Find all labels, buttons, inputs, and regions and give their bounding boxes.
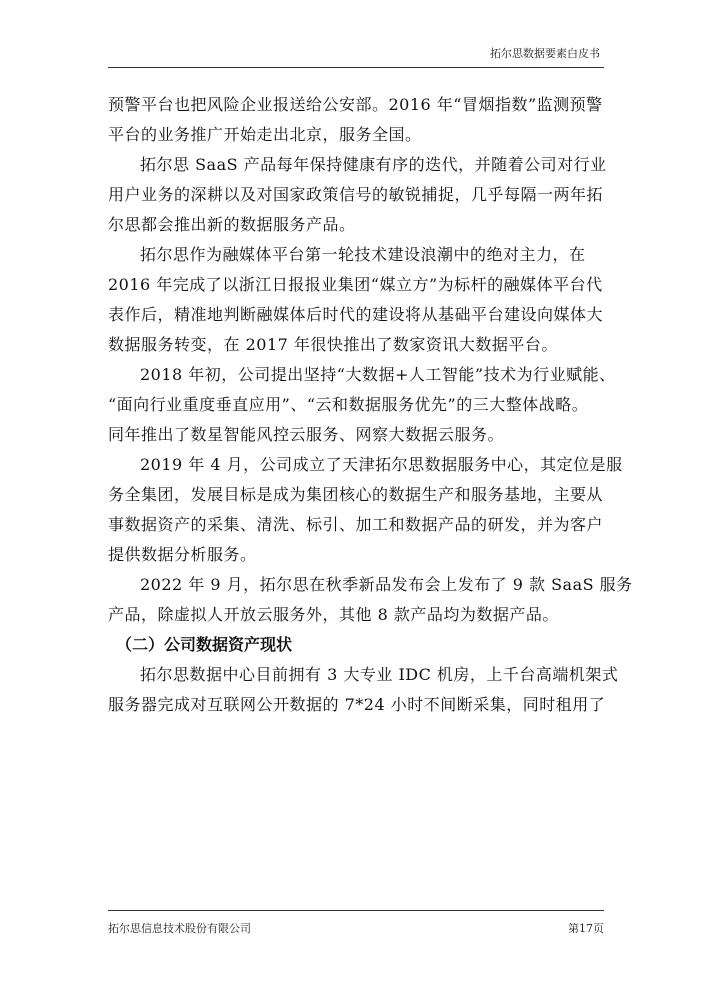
text-line: 拓尔思数据中心目前拥有 3 大专业 IDC 机房，上千台高端机架式 [140,665,619,684]
footer-company-name: 拓尔思信息技术股份有限公司 [108,922,251,935]
paragraph-6 [108,570,633,630]
text-line: 尔思都会推出新的数据服务产品。 [108,215,356,234]
paragraph-5 [108,450,623,570]
text-line: 2022 年 9 月，拓尔思在秋季新品发布会上发布了 9 款 SaaS 服务 [140,575,633,594]
text-line: 事数据资产的采集、清洗、标引、加工和数据产品的研发，并为客户 [108,515,604,534]
paragraph-7 [108,660,619,720]
header-divider [108,67,604,68]
text-line: 提供数据分析服务。 [108,545,257,564]
text-line: 平台的业务推广开始走出北京，服务全国。 [108,125,422,144]
document-body [108,90,633,720]
text-line: 2019 年 4 月，公司成立了天津拓尔思数据服务中心，其定位是服 [140,455,623,474]
text-line: 同年推出了数星智能风控云服务、网察大数据云服务。 [108,425,505,444]
page-number: 第17页 [568,922,604,935]
text-line: “面向行业重度垂直应用”、“云和数据服务优先”的三大整体战略。 [108,395,589,414]
text-line: 2018 年初，公司提出坚持“大数据+人工智能”技术为行业赋能、 [140,365,616,384]
paragraph-3 [108,240,608,360]
text-line: 务全集团，发展目标是成为集团核心的数据生产和服务基地，主要从 [108,485,604,504]
paragraph-1 [108,90,608,150]
text-line: 数据服务转变，在 2017 年很快推出了数家资讯大数据平台。 [108,335,558,354]
text-line: 预警平台也把风险企业报送给公安部。2016 年“冒烟指数”监测预警 [108,95,603,114]
text-line: 表作后，精准地判断融媒体后时代的建设将从基础平台建设向媒体大 [108,305,604,324]
paragraph-4 [108,360,616,450]
paragraph-2 [108,150,608,240]
section-heading: （二）公司数据资产现状 [116,635,293,654]
text-line: 拓尔思 SaaS 产品每年保持健康有序的迭代，并随着公司对行业 [140,155,607,174]
text-line: 2016 年完成了以浙江日报报业集团“媒立方”为标杆的融媒体平台代 [108,275,603,294]
text-line: 服务器完成对互联网公开数据的 7*24 小时不间断采集，同时租用了 [108,695,606,714]
text-line: 产品，除虚拟人开放云服务外，其他 8 款产品均为数据产品。 [108,605,559,624]
document-header-title: 拓尔思数据要素白皮书 [490,47,600,60]
text-line: 拓尔思作为融媒体平台第一轮技术建设浪潮中的绝对主力，在 [140,245,586,264]
footer-divider [108,910,604,911]
text-line: 用户业务的深耕以及对国家政策信号的敏锐捕捉，几乎每隔一两年拓 [108,185,604,204]
